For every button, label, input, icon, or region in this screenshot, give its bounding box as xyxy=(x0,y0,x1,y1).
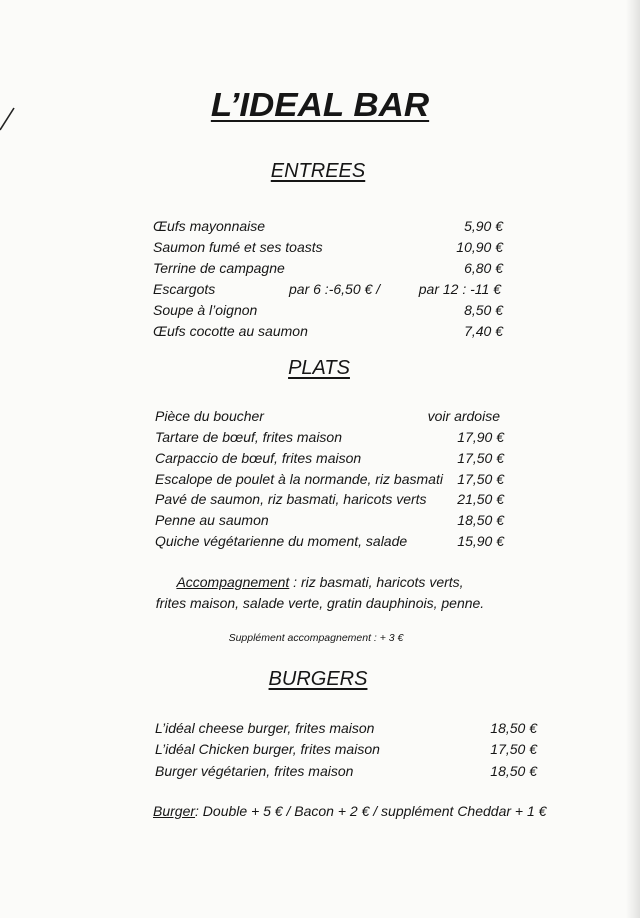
item-price: 10,90 € xyxy=(456,239,503,255)
item-option-6: par 6 :-6,50 € / xyxy=(289,281,381,297)
item-price: 8,50 € xyxy=(464,302,503,318)
item-price: 17,50 € xyxy=(457,471,504,487)
item-name: Soupe à l’oignon xyxy=(153,302,258,318)
item-name: Tartare de bœuf, frites maison xyxy=(155,429,343,445)
burger-extras-note xyxy=(153,803,546,819)
item-name: Pavé de saumon, riz basmati, haricots verts xyxy=(155,491,427,507)
item-price: 15,90 € xyxy=(457,533,504,549)
menu-item xyxy=(155,533,510,553)
accompaniment-text-2: frites maison, salade verte, gratin dauphinois, penne. xyxy=(155,595,485,611)
supplement-note: Supplément accompagnement : + 3 € xyxy=(228,632,404,644)
menu-item xyxy=(153,218,513,238)
accompaniment-label: Accompagnement xyxy=(176,574,290,590)
accompaniment-line-1 xyxy=(0,572,640,593)
section-title-entrees: ENTREES xyxy=(270,160,366,182)
section-title-plats: PLATS xyxy=(288,357,350,379)
item-name: Penne au saumon xyxy=(155,512,269,528)
menu-item xyxy=(155,450,510,470)
burger-extras-text: : Double + 5 € / Bacon + 2 € / supplément Cheddar + 1 € xyxy=(195,803,547,819)
menu-item xyxy=(153,239,513,259)
item-name: Escalope de poulet à la normande, riz basmati xyxy=(155,471,443,487)
menu-item xyxy=(155,429,510,449)
item-price: 7,40 € xyxy=(464,323,503,339)
menu-item xyxy=(155,720,545,740)
menu-item xyxy=(155,741,545,761)
item-name: Quiche végétarienne du moment, salade xyxy=(155,533,408,549)
item-price: 21,50 € xyxy=(457,491,504,507)
item-price: 17,50 € xyxy=(490,741,537,757)
item-price: 17,50 € xyxy=(457,450,504,466)
item-name: Burger végétarien, frites maison xyxy=(155,763,354,779)
item-name: Saumon fumé et ses toasts xyxy=(153,239,323,255)
item-price: voir ardoise xyxy=(427,408,500,424)
restaurant-title: L’IDEAL BAR xyxy=(210,86,430,123)
item-name: Œufs mayonnaise xyxy=(153,218,266,234)
item-name: Pièce du boucher xyxy=(155,408,264,424)
menu-item xyxy=(153,323,513,343)
item-name: L’idéal Chicken burger, frites maison xyxy=(155,741,380,757)
menu-item xyxy=(153,260,513,280)
menu-item xyxy=(153,302,513,322)
menu-item xyxy=(155,763,545,783)
accompaniment-note xyxy=(0,572,640,614)
section-title-burgers: BURGERS xyxy=(268,668,368,690)
item-name: Escargots xyxy=(153,281,216,297)
item-name: Carpaccio de bœuf, frites maison xyxy=(155,450,362,466)
item-price: 18,50 € xyxy=(490,763,537,779)
item-price: 18,50 € xyxy=(457,512,504,528)
item-name: Terrine de campagne xyxy=(153,260,285,276)
accompaniment-text-1: : riz basmati, haricots verts, xyxy=(289,574,464,590)
item-price: 5,90 € xyxy=(464,218,503,234)
item-price: 18,50 € xyxy=(490,720,537,736)
item-price: 17,90 € xyxy=(457,429,504,445)
menu-item xyxy=(155,471,510,491)
item-name: Œufs cocotte au saumon xyxy=(153,323,308,339)
menu-item xyxy=(155,512,510,532)
menu-item xyxy=(155,408,510,428)
menu-item xyxy=(155,491,510,511)
burger-extras-label: Burger xyxy=(153,803,196,819)
item-name: L’idéal cheese burger, frites maison xyxy=(155,720,375,736)
menu-item xyxy=(153,281,513,301)
item-option-12: par 12 : -11 € xyxy=(418,281,501,297)
item-price: 6,80 € xyxy=(464,260,503,276)
